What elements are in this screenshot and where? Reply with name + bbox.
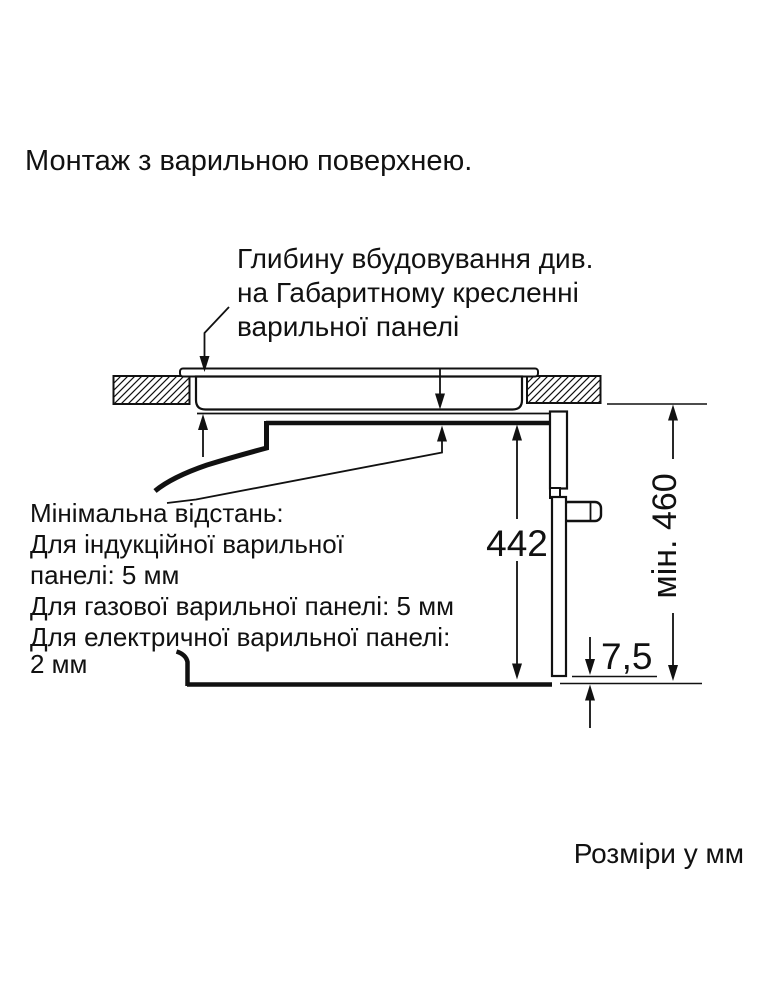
left-note-line5: Для електричної варильної панелі: xyxy=(30,622,451,652)
hob-clearance-arrowhead-up-icon xyxy=(198,414,208,430)
dim-442-label: 442 xyxy=(486,523,548,564)
dim-442-arrowhead-up-icon xyxy=(512,425,522,441)
left-note-line6: 2 мм xyxy=(30,649,88,679)
hob-frame-lip xyxy=(180,369,538,377)
left-note-line2: Для індукційної варильної xyxy=(30,529,344,559)
top-note-line2: на Габаритному кресленні xyxy=(237,277,579,308)
dim-460-arrowhead-down-icon xyxy=(668,665,678,681)
units-note: Розміри у мм xyxy=(573,838,744,869)
top-note-line3: варильної панелі xyxy=(237,311,460,342)
dim-460-arrowhead-up-icon xyxy=(668,405,678,421)
hob-body xyxy=(196,377,522,410)
oven-front-panel-top xyxy=(550,412,567,489)
page-title: Монтаж з варильною поверхнею. xyxy=(25,145,473,177)
min-distance-leader-line xyxy=(167,441,442,503)
dim-7-5-arrowhead-up-icon xyxy=(585,685,595,701)
left-note-line1: Мінімальна відстань: xyxy=(30,498,284,528)
left-note-line4: Для газової варильної панелі: 5 мм xyxy=(30,591,454,621)
dim-min-460-label: мін. 460 xyxy=(646,473,684,599)
oven-door-handle xyxy=(562,502,601,521)
top-note-leader-line xyxy=(205,307,230,358)
worktop-right-section xyxy=(527,376,601,403)
top-note-line1: Глибину вбудовування див. xyxy=(237,243,594,274)
oven-bottom-break-edge xyxy=(177,652,188,687)
worktop-left-section xyxy=(114,376,190,404)
oven-top-break-edge xyxy=(155,421,267,491)
dim-7-5-label: 7,5 xyxy=(601,636,653,677)
min-distance-arrowhead-up-icon xyxy=(437,426,447,442)
dim-7-5-arrowhead-down-icon xyxy=(585,659,595,675)
oven-front-panel-door xyxy=(552,497,566,676)
dim-442-arrowhead-down-icon xyxy=(512,664,522,680)
left-note-line3: панелі: 5 мм xyxy=(30,560,180,590)
